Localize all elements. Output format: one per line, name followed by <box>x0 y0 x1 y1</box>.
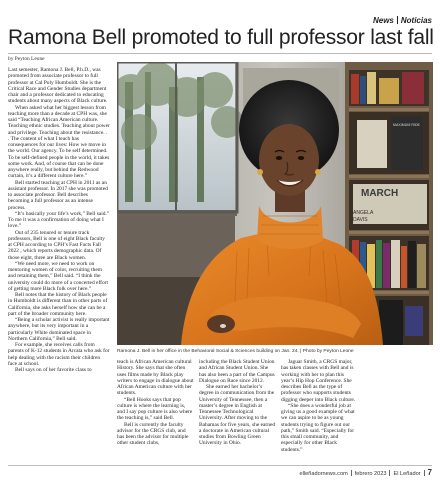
portrait-photo <box>117 62 433 345</box>
footer-paper: El Leñador <box>393 471 421 477</box>
col1-paragraph: For example, she receives calls from parents of K-12 students in Arcata who ask for help dealing with the racism their children face at school. <box>8 342 110 367</box>
col1-paragraph: “Being a scholar activist is really important anywhere, but its very important in a particularly White dominated space in Northern California,” Bell said. <box>8 317 110 342</box>
article-column-4 <box>281 359 358 453</box>
col1-paragraph: “It’s basically your life’s work,” Bell said.” To me it was a confirmation of doing what I love.” <box>8 210 110 230</box>
photo-caption: Ramona J. Bell in her office in the Behavioral Social & Sciences building on Jan. 24. | Photo by Peyton Leone <box>117 349 354 354</box>
section-tag <box>373 16 432 25</box>
footer-divider <box>389 470 390 476</box>
col1-paragraph: Last semester, Ramona J. Bell, P.h.D., was promoted from associate professor to full professor at Cal Poly Humboldt. She is the Critical Race and Gender Studies department chair and a professor dedicated to educating students about many aspects of Black culture. <box>8 67 108 105</box>
book-title-angela: ANGELA <box>353 210 374 216</box>
col3-paragraph: including the Black Student Union and African Student Union. She has also been a part of the Campus Dialogue on Race since 2012. <box>199 359 275 384</box>
page-number: 7 <box>427 468 432 477</box>
col1-paragraph: When asked what her biggest lesson from teaching more than a decade at CPH was, she said “Teaching African American culture. Teaching ethnic studies. Teaching about power and privilege. Teaching about the resistance. . . The content of what I teach has consequences for our lives: How we move in the world. Our agency. To be self determined. To be self-defined people in the world, it takes some work. And, of course that can be done anywhere really, but behind the Redwood curtain, it’s a different culture here.” <box>8 104 110 180</box>
footer-rule <box>8 465 432 466</box>
page-footer <box>300 468 432 477</box>
book-title-march: MARCH <box>361 188 399 199</box>
headline-rule <box>8 53 432 54</box>
section-news: News <box>372 16 394 25</box>
article-column-1 <box>8 67 110 373</box>
section-divider <box>397 16 398 24</box>
headline: Ramona Bell promoted to full professor last fall <box>8 26 434 49</box>
footer-divider <box>351 470 352 476</box>
byline: by Peyton Leone <box>8 56 45 62</box>
col2-paragraph: teach is African American cultural History. She says that she often uses films made by Black play writers to engage in dialogue about African American culture with her students. <box>117 359 194 397</box>
col4-paragraph: “She does a wonderful job at giving us a good example of what we can aspire to be as young students trying to figure out our path,” Smith said. “Especially for this small community, and especially for other Black students.” <box>281 402 355 453</box>
footer-site: elleñadornews.com <box>299 471 348 477</box>
footer-divider <box>424 470 425 476</box>
col2-paragraph: Bell is currently the faculty advisor for the CRGS club, and has been the advisor for multiple other student clubs, <box>117 421 189 447</box>
col1-paragraph: Bell started teaching at CPH in 2011 as an assistant professor. In 2017 she was promoted to associate professor. Bell describes becoming a full professor as an intense process. <box>8 179 108 211</box>
col4-paragraph: Jaguar Smith, a CRGS major, has taken classes with Bell and is working with her to plan this year’s Hip Hop Conference. She describes Bell as the type of professor who supports students digging deeper into Black culture. <box>281 359 356 403</box>
col2-paragraph: “Bell Hooks says that pop culture is where the learning is, and I say pop culture is also where the teaching is,” said Bell. <box>117 396 193 422</box>
book-title-maximum-ride: MAXIMUM RIDE <box>393 123 420 127</box>
col1-paragraph: Bell notes that the history of Black people in Humboldt is different than in other parts of California, she asks herself how she can be a part of the broader community here. <box>8 292 108 317</box>
col1-paragraph: “We need more, we need to work on mentoring women of color, recruiting them and retaining them,” Bell said. “I think the university could do more of a concerted effort of getting more Black folk over here.” <box>8 260 109 292</box>
book-title-davis: DAVIS <box>353 217 368 223</box>
section-noticias: Noticias <box>400 16 432 25</box>
footer-date: febrero 2023 <box>354 471 387 477</box>
col1-paragraph: Bell says on of her favorite class to <box>15 367 92 373</box>
col3-paragraph: She earned her bachelor’s degree in communication from the University of Tennessee, then a master’s degree in English at Tennessee Technological University. After moving to the Bahamas for five years, she earned a doctorate in American cultural studies from Bowling Green University in Ohio. <box>199 384 276 447</box>
article-column-3 <box>199 359 276 447</box>
col1-paragraph: Out of 235 tenured or tenure track professors, Bell is one of eight Black faculty at CPH according to CPH’s Fast Facts Fall 2022 , which reports demographic data. Of those eight, three are Black women. <box>8 229 105 261</box>
article-column-2 <box>117 359 194 447</box>
